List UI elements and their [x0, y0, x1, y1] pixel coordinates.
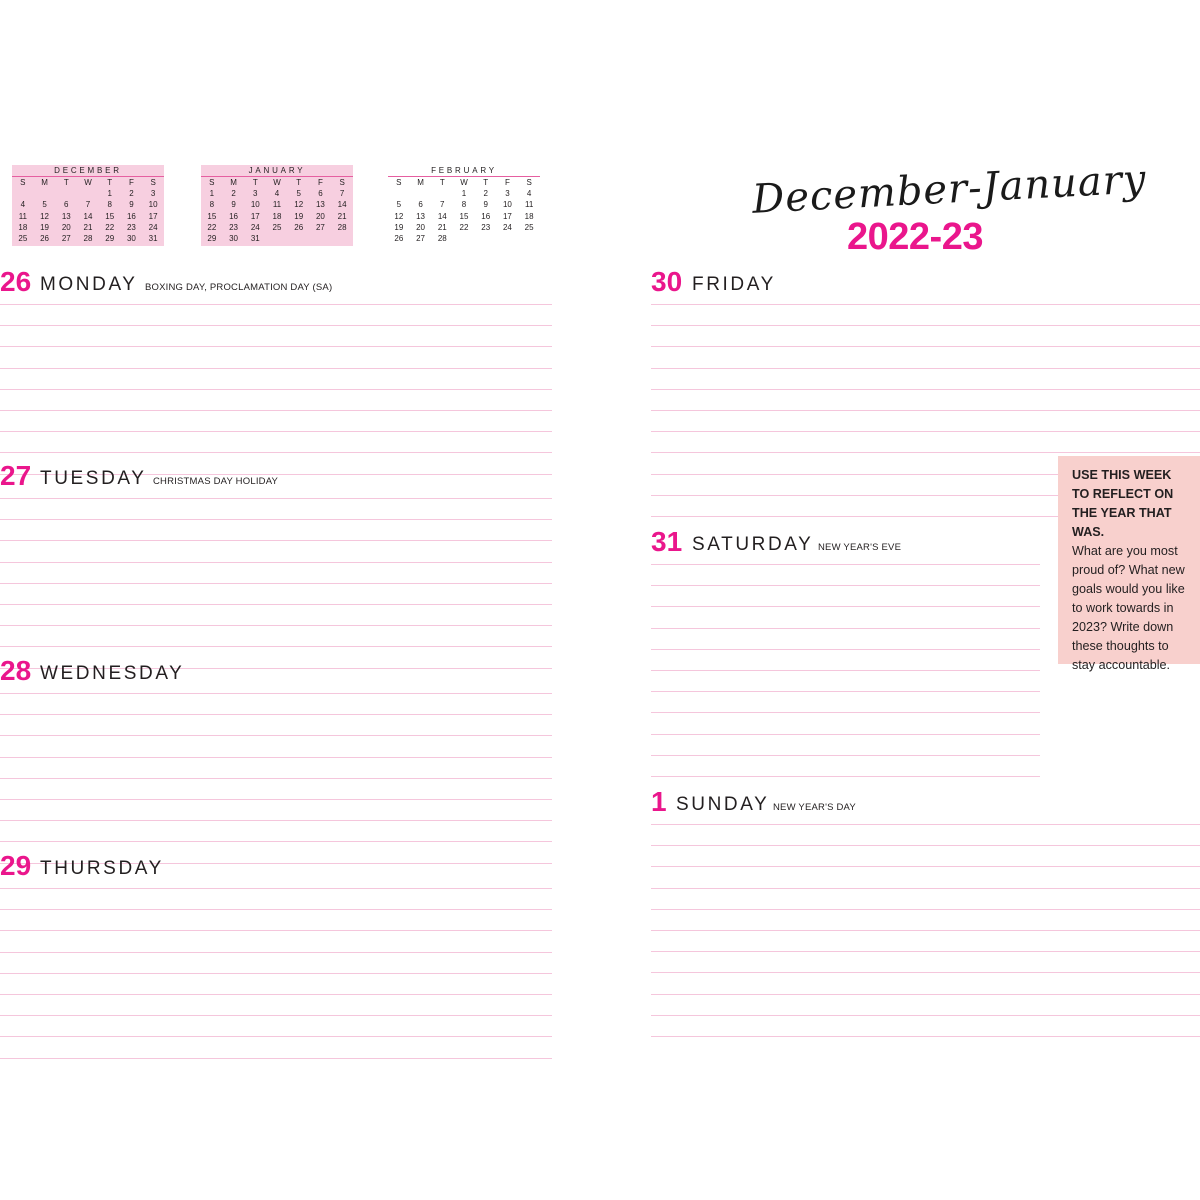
calendar-date: 11 [18, 211, 27, 221]
calendar-date: 12 [294, 200, 304, 210]
writing-lines[interactable] [0, 880, 552, 1059]
ruled-line [0, 931, 552, 952]
calendar-date: 5 [396, 200, 402, 210]
ruled-line [0, 995, 552, 1016]
weekday-header: F [317, 178, 323, 187]
calendar-date: 22 [105, 222, 115, 232]
ruled-line [651, 565, 1040, 586]
ruled-line [0, 432, 552, 453]
mini-calendar-month: DECEMBER [12, 165, 164, 177]
calendar-date: 15 [207, 211, 217, 221]
calendar-date: 20 [315, 211, 325, 221]
weekday-header: T [296, 178, 302, 187]
calendar-date: 13 [315, 200, 325, 210]
ruled-line [651, 889, 1200, 910]
ruled-line [651, 735, 1040, 756]
weekday-header: T [439, 178, 445, 187]
ruled-line [651, 586, 1040, 607]
ruled-line [0, 1037, 552, 1058]
calendar-date: 30 [126, 233, 136, 243]
calendar-date: 25 [18, 233, 28, 243]
day-name: TUESDAY [40, 468, 147, 489]
calendar-date: 7 [85, 200, 91, 210]
calendar-date: 17 [250, 211, 260, 221]
calendar-date [12, 188, 34, 199]
ruled-line [0, 326, 552, 347]
calendar-date: 31 [250, 233, 260, 243]
month-range-title: December-January [751, 156, 1148, 223]
day-number: 26 [0, 266, 32, 297]
calendar-date: 10 [148, 200, 158, 210]
mini-calendar-february [388, 165, 540, 246]
calendar-date: 25 [272, 222, 282, 232]
calendar-date: 5 [296, 189, 301, 199]
calendar-date: 20 [61, 222, 71, 232]
weekday-header: W [84, 178, 92, 187]
day-note: BOXING DAY, PROCLAMATION DAY (SA) [145, 282, 333, 293]
ruled-line [651, 347, 1200, 368]
calendar-date: 14 [83, 211, 93, 221]
ruled-line [0, 694, 552, 715]
calendar-date: 14 [437, 211, 447, 221]
calendar-date: 19 [394, 222, 404, 232]
calendar-date: 26 [394, 233, 404, 243]
calendar-date: 3 [505, 189, 510, 199]
ruled-line [0, 499, 552, 520]
calendar-date: 17 [502, 211, 512, 221]
calendar-date: 8 [209, 200, 215, 210]
day-name: WEDNESDAY [40, 663, 185, 684]
calendar-date: 9 [129, 200, 134, 210]
calendar-date: 18 [18, 222, 28, 232]
day-block-monday [0, 268, 552, 475]
calendar-date: 14 [337, 200, 347, 210]
day-block-tuesday [0, 462, 552, 669]
calendar-date: 28 [337, 222, 347, 232]
ruled-line [651, 432, 1200, 453]
ruled-line [0, 369, 552, 390]
day-block-sunday [651, 788, 1200, 1037]
year-title: 2022-23 [847, 216, 983, 258]
weekday-header: S [526, 178, 532, 187]
calendar-date: 12 [394, 211, 404, 221]
ruled-line [651, 973, 1200, 994]
calendar-date: 7 [339, 189, 345, 199]
ruled-line [0, 880, 552, 889]
ruled-line [651, 411, 1200, 432]
ruled-line [651, 713, 1040, 734]
calendar-date: 19 [294, 211, 304, 221]
calendar-date: 23 [126, 222, 136, 232]
calendar-date: 22 [207, 222, 217, 232]
ruled-line [0, 347, 552, 368]
day-header [651, 528, 1040, 556]
calendar-date: 15 [459, 211, 469, 221]
day-name: SATURDAY [692, 534, 814, 555]
day-number: 30 [651, 266, 683, 297]
calendar-date: 3 [253, 189, 258, 199]
ruled-line [0, 305, 552, 326]
mini-calendar-grid [201, 177, 353, 246]
calendar-date: 13 [416, 211, 426, 221]
ruled-line [651, 607, 1040, 628]
day-name: FRIDAY [692, 274, 776, 295]
calendar-date: 15 [105, 211, 115, 221]
calendar-date: 6 [64, 200, 69, 210]
calendar-date: 13 [61, 211, 71, 221]
calendar-date: 21 [337, 211, 347, 221]
ruled-line [651, 650, 1040, 671]
day-number: 1 [651, 786, 667, 817]
calendar-date [34, 188, 56, 199]
ruled-line [0, 563, 552, 584]
writing-lines[interactable] [0, 296, 552, 475]
calendar-date: 20 [416, 222, 426, 232]
ruled-line [0, 584, 552, 605]
ruled-line [651, 825, 1200, 846]
ruled-line [0, 779, 552, 800]
mini-calendar-december [12, 165, 164, 246]
weekday-header: S [20, 178, 26, 187]
ruled-line [651, 846, 1200, 867]
calendar-date: 18 [524, 211, 534, 221]
ruled-line [651, 756, 1040, 777]
day-note: NEW YEAR'S EVE [818, 542, 902, 553]
day-header [651, 788, 1200, 816]
day-number: 28 [0, 655, 32, 686]
weekday-header: T [107, 178, 113, 187]
day-header [0, 657, 552, 685]
writing-lines[interactable] [651, 556, 1040, 777]
calendar-date: 2 [129, 189, 134, 199]
calendar-date: 16 [126, 211, 136, 221]
calendar-date: 19 [40, 222, 50, 232]
calendar-date: 23 [481, 222, 491, 232]
ruled-line [651, 390, 1200, 411]
calendar-date: 6 [418, 200, 423, 210]
calendar-date [431, 188, 453, 199]
ruled-line [651, 816, 1200, 825]
day-block-thursday [0, 852, 552, 1059]
calendar-date: 11 [272, 200, 282, 210]
day-note: NEW YEAR'S DAY [773, 802, 856, 813]
day-block-saturday [651, 528, 1040, 777]
calendar-date: 2 [483, 189, 488, 199]
mini-calendar-month: FEBRUARY [388, 165, 540, 177]
reflect-prompt-box [1058, 456, 1200, 672]
calendar-date [77, 188, 99, 199]
ruled-line [0, 821, 552, 842]
day-name: THURSDAY [40, 858, 164, 879]
calendar-date: 1 [107, 189, 112, 199]
ruled-line [651, 910, 1200, 931]
calendar-date: 27 [315, 222, 325, 232]
calendar-date: 4 [274, 189, 280, 199]
calendar-date: 28 [83, 233, 93, 243]
calendar-date: 8 [461, 200, 467, 210]
calendar-date: 8 [107, 200, 112, 210]
weekday-header: M [417, 178, 424, 187]
ruled-line [651, 692, 1040, 713]
ruled-line [0, 1016, 552, 1037]
ruled-line [651, 556, 1040, 565]
day-header [0, 268, 552, 296]
weekday-header: M [41, 178, 48, 187]
weekday-header: W [460, 178, 468, 187]
calendar-date: 6 [318, 189, 323, 199]
ruled-line [0, 910, 552, 931]
calendar-date: 24 [148, 222, 158, 232]
calendar-date: 25 [524, 222, 534, 232]
calendar-date: 27 [61, 233, 71, 243]
ruled-line [0, 800, 552, 821]
calendar-date: 3 [150, 189, 156, 199]
ruled-line [651, 629, 1040, 650]
weekday-header: T [63, 178, 69, 187]
ruled-line [0, 685, 552, 694]
mini-calendar-grid [388, 177, 540, 246]
reflect-body: What are you most proud of? What new goals would you like to work towards in 2023? Write down these thoughts to stay accountable. [1072, 544, 1185, 672]
ruled-line [0, 736, 552, 757]
weekday-header: F [128, 178, 134, 187]
ruled-line [0, 520, 552, 541]
calendar-date: 27 [416, 233, 426, 243]
calendar-date [410, 188, 432, 199]
calendar-date: 26 [294, 222, 304, 232]
calendar-date: 18 [272, 211, 282, 221]
ruled-line [0, 490, 552, 499]
reflect-heading: USE THIS WEEK TO REFLECT ON THE YEAR THAT WAS. [1072, 468, 1174, 539]
calendar-date: 10 [250, 200, 260, 210]
day-header [0, 852, 552, 880]
writing-lines[interactable] [0, 685, 552, 864]
calendar-date: 30 [229, 233, 239, 243]
calendar-date: 26 [40, 233, 50, 243]
calendar-date: 28 [437, 233, 447, 243]
ruled-line [651, 1016, 1200, 1037]
ruled-line [0, 296, 552, 305]
calendar-date: 21 [437, 222, 447, 232]
writing-lines[interactable] [0, 490, 552, 669]
ruled-line [0, 953, 552, 974]
ruled-line [0, 626, 552, 647]
ruled-line [0, 411, 552, 432]
ruled-line [651, 296, 1200, 305]
calendar-date: 4 [20, 200, 26, 210]
weekday-header: W [273, 178, 281, 187]
calendar-date: 9 [231, 200, 236, 210]
calendar-date: 23 [229, 222, 239, 232]
weekday-header: M [230, 178, 237, 187]
calendar-date: 31 [148, 233, 158, 243]
calendar-date: 2 [231, 189, 236, 199]
ruled-line [651, 305, 1200, 326]
calendar-date [55, 188, 77, 199]
mini-calendar-grid [12, 177, 164, 246]
day-header [0, 462, 552, 490]
day-number: 31 [651, 526, 683, 557]
calendar-date: 17 [148, 211, 158, 221]
calendar-date: 24 [250, 222, 260, 232]
calendar-date: 4 [526, 189, 532, 199]
mini-calendar-january [201, 165, 353, 246]
calendar-date: 10 [502, 200, 512, 210]
calendar-date [388, 188, 410, 199]
ruled-line [0, 541, 552, 562]
weekday-header: S [209, 178, 215, 187]
ruled-line [651, 326, 1200, 347]
ruled-line [0, 758, 552, 779]
mini-calendar-month: JANUARY [201, 165, 353, 177]
weekday-header: S [339, 178, 345, 187]
day-header [651, 268, 1200, 296]
calendar-date: 21 [83, 222, 93, 232]
weekday-header: S [150, 178, 156, 187]
calendar-date: 29 [105, 233, 115, 243]
calendar-date: 1 [461, 189, 467, 199]
day-block-wednesday [0, 657, 552, 864]
ruled-line [651, 671, 1040, 692]
day-name: SUNDAY [676, 794, 770, 815]
calendar-date: 12 [40, 211, 50, 221]
calendar-date: 7 [440, 200, 445, 210]
calendar-date: 1 [209, 189, 215, 199]
ruled-line [651, 369, 1200, 390]
weekday-header: S [396, 178, 402, 187]
calendar-date: 5 [42, 200, 47, 210]
ruled-line [0, 715, 552, 736]
day-number: 27 [0, 460, 32, 491]
writing-lines[interactable] [651, 816, 1200, 1037]
ruled-line [651, 995, 1200, 1016]
ruled-line [651, 952, 1200, 973]
calendar-date: 24 [502, 222, 512, 232]
calendar-date: 9 [483, 200, 488, 210]
weekday-header: T [252, 178, 258, 187]
ruled-line [0, 605, 552, 626]
calendar-date: 29 [207, 233, 217, 243]
ruled-line [651, 931, 1200, 952]
day-note: CHRISTMAS DAY HOLIDAY [153, 476, 279, 487]
day-name: MONDAY [40, 274, 138, 295]
weekday-header: F [504, 178, 510, 187]
ruled-line [0, 889, 552, 910]
ruled-line [0, 974, 552, 995]
weekday-header: T [483, 178, 489, 187]
calendar-date: 16 [481, 211, 491, 221]
calendar-date: 16 [229, 211, 239, 221]
ruled-line [651, 867, 1200, 888]
day-number: 29 [0, 850, 32, 881]
calendar-date: 11 [524, 200, 534, 210]
calendar-date: 22 [459, 222, 469, 232]
ruled-line [0, 390, 552, 411]
